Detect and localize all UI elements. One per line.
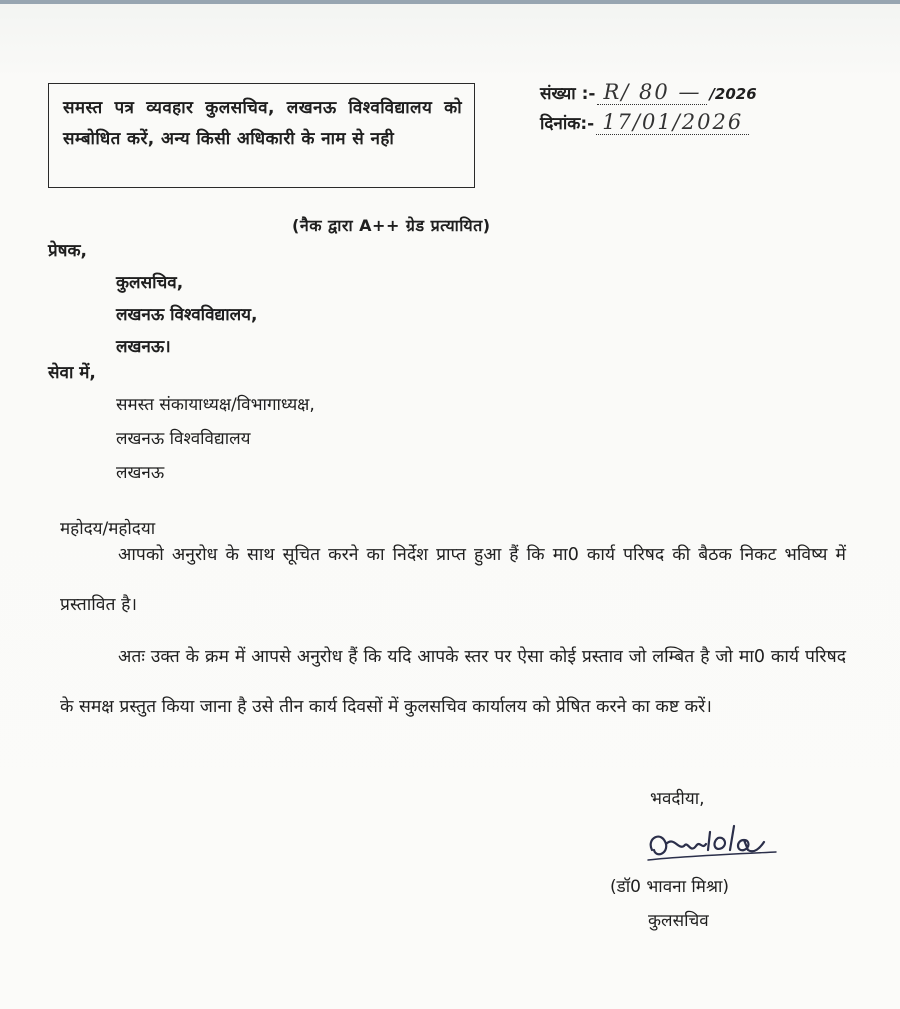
body-paragraph bbox=[60, 530, 846, 630]
signatory-name: (डॉ0 भावना मिश्रा) bbox=[610, 877, 730, 897]
sender-line: कुलसचिव, bbox=[116, 273, 184, 293]
reference-number-label: संख्या :- bbox=[540, 84, 596, 104]
correspondence-notice-box bbox=[48, 83, 475, 188]
reference-number-row bbox=[540, 80, 840, 110]
sender-line: लखनऊ विश्वविद्यालय, bbox=[116, 305, 258, 325]
recipient-line: लखनऊ विश्वविद्यालय bbox=[116, 429, 251, 449]
salutation: महोदय/महोदया bbox=[60, 519, 156, 539]
recipient-line: समस्त संकायाध्यक्ष/विभागाध्यक्ष, bbox=[116, 395, 315, 415]
reference-date-row bbox=[540, 110, 840, 140]
body-paragraph-text: अतः उक्त के क्रम में आपसे अनुरोध हैं कि यदि आपके स्तर पर ऐसा कोई प्रस्ताव जो लम्बित है जो मा0 कार्य परिषद के समक्ष प्रस्तुत किया जाना है उसे तीन कार्य दिवसों में कुलसचिव कार्यालय को प्रेषित करने का कष्ट करें। bbox=[60, 647, 846, 717]
signature-underline bbox=[648, 852, 776, 860]
reference-block bbox=[540, 80, 840, 140]
sender-line: लखनऊ। bbox=[116, 337, 171, 357]
reference-number-suffix: /2026 bbox=[709, 85, 757, 103]
reference-date-label: दिनांक:- bbox=[540, 114, 595, 134]
valediction: भवदीया, bbox=[650, 789, 705, 809]
recipient-label: सेवा में, bbox=[48, 363, 96, 383]
body-paragraph bbox=[60, 632, 846, 732]
signatory-designation: कुलसचिव bbox=[648, 911, 709, 931]
reference-date-value: 17/01/2026 bbox=[596, 110, 749, 135]
scan-top-edge bbox=[0, 0, 900, 4]
correspondence-notice-text: समस्त पत्र व्यवहार कुलसचिव, लखनऊ विश्वविद्यालय को सम्बोधित करें, अन्य किसी अधिकारी के नाम से नही bbox=[63, 98, 462, 149]
recipient-line: लखनऊ bbox=[116, 463, 165, 483]
body-paragraph-text: आपको अनुरोध के साथ सूचित करने का निर्देश प्राप्त हुआ हैं कि मा0 कार्य परिषद की बैठक निकट भविष्य में प्रस्तावित है। bbox=[60, 545, 846, 615]
reference-number-value: R/ 80 — bbox=[597, 80, 707, 105]
handwritten-signature bbox=[644, 820, 794, 866]
accreditation-line: (नैक द्वारा A++ ग्रेड प्रत्यायित) bbox=[292, 216, 491, 235]
sender-label: प्रेषक, bbox=[48, 241, 88, 261]
signature-stroke bbox=[651, 826, 764, 854]
